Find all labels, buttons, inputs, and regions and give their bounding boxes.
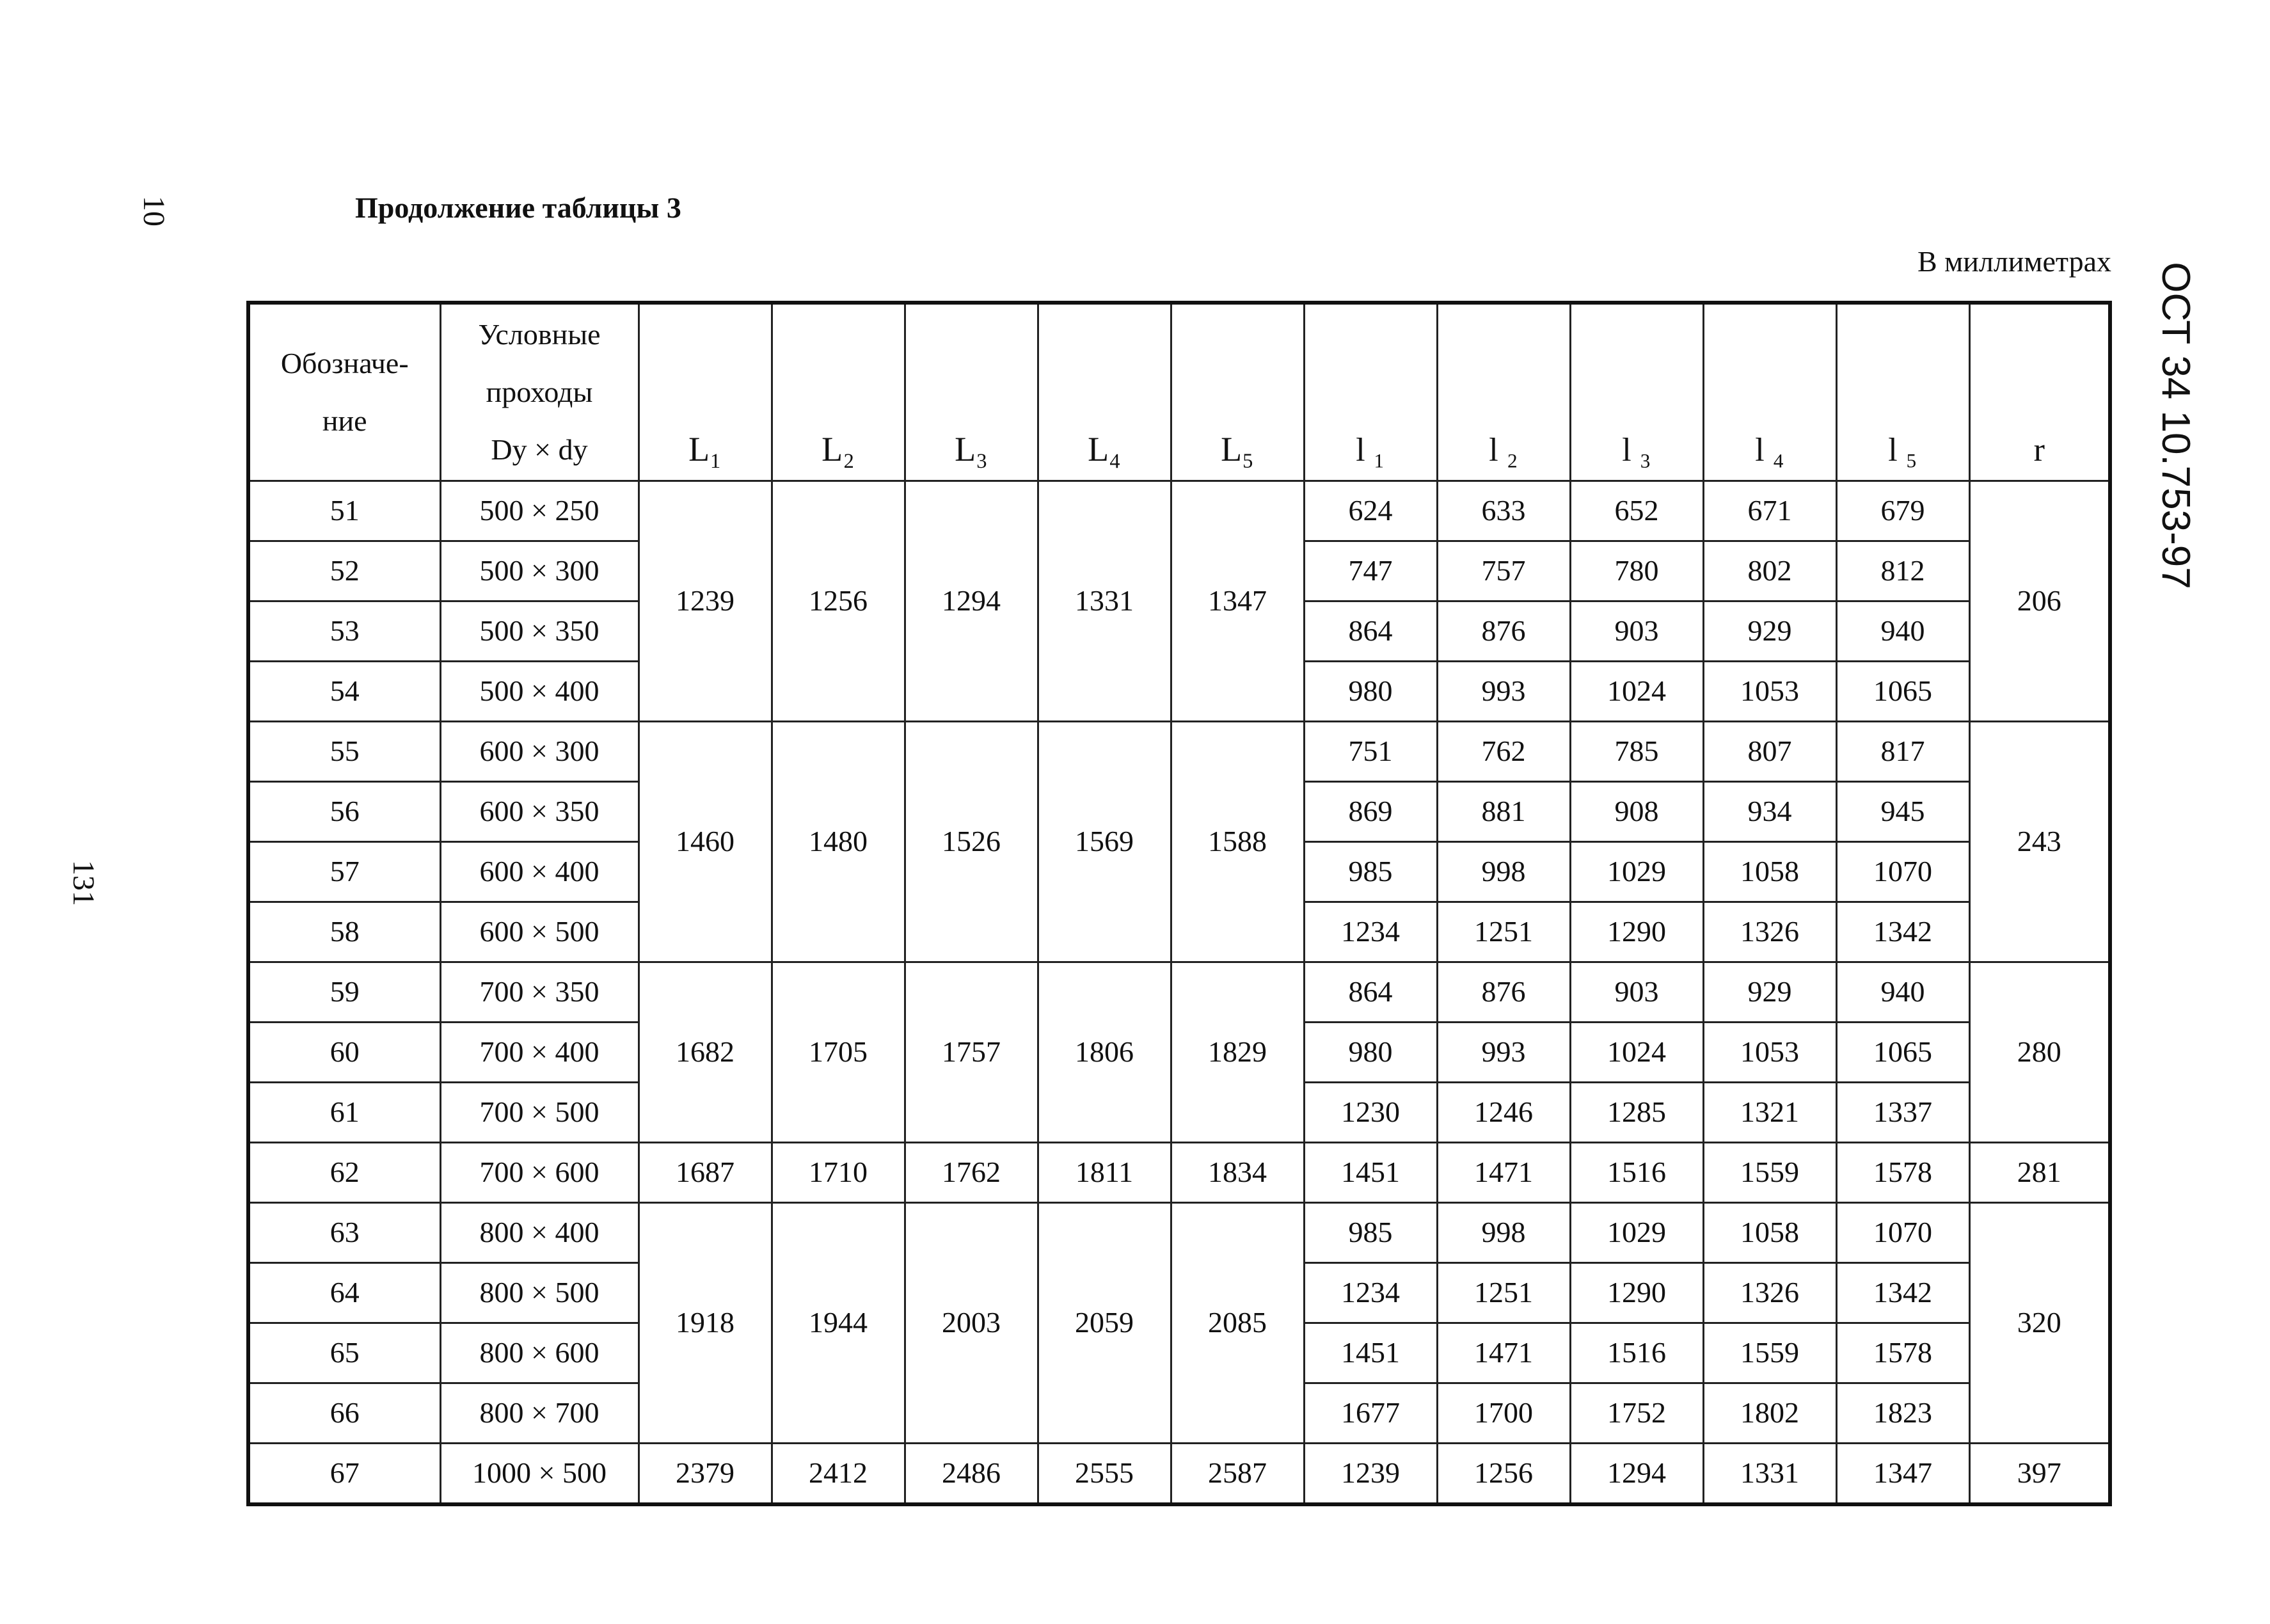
cell-l2: 876	[1437, 962, 1570, 1022]
cell-L2: 1480	[772, 721, 905, 962]
cell-l1: 751	[1304, 721, 1437, 781]
cell-l1: 1451	[1304, 1323, 1437, 1383]
cell-l3: 1290	[1570, 902, 1703, 962]
header-l5: l ₅	[1836, 303, 1969, 481]
dimensions-table	[246, 301, 2112, 1506]
cell-nominal-passes: 500 × 250	[440, 481, 639, 541]
cell-l1: 869	[1304, 781, 1437, 841]
cell-l5: 945	[1836, 781, 1969, 841]
cell-L3: 2486	[905, 1443, 1038, 1504]
cell-nominal-passes: 600 × 350	[440, 781, 639, 841]
header-r: r	[1969, 303, 2110, 481]
cell-designation: 54	[248, 661, 440, 721]
cell-L5: 2587	[1171, 1443, 1304, 1504]
header-L3: L₃	[905, 303, 1038, 481]
cell-l2: 1251	[1437, 1262, 1570, 1323]
cell-L5: 2085	[1171, 1202, 1304, 1443]
cell-l5: 1337	[1836, 1082, 1969, 1142]
cell-L1: 1687	[639, 1142, 772, 1202]
cell-r: 320	[1969, 1202, 2110, 1443]
cell-l3: 1024	[1570, 1022, 1703, 1082]
cell-L4: 2555	[1038, 1443, 1171, 1504]
table-caption: Продолжение таблицы 3	[355, 191, 681, 224]
header-nominal-passes	[440, 303, 639, 481]
cell-l3: 903	[1570, 962, 1703, 1022]
cell-l1: 1230	[1304, 1082, 1437, 1142]
cell-l5: 1578	[1836, 1142, 1969, 1202]
cell-L1: 2379	[639, 1443, 772, 1504]
cell-designation: 52	[248, 541, 440, 601]
cell-l4: 1058	[1703, 1202, 1836, 1262]
table-row	[248, 481, 2110, 541]
cell-l3: 780	[1570, 541, 1703, 601]
cell-l3: 1029	[1570, 1202, 1703, 1262]
cell-designation: 56	[248, 781, 440, 841]
cell-L2: 1944	[772, 1202, 905, 1443]
cell-r: 280	[1969, 962, 2110, 1142]
cell-L2: 1705	[772, 962, 905, 1142]
cell-l1: 980	[1304, 661, 1437, 721]
units-note: В миллиметрах	[1917, 245, 2111, 278]
cell-nominal-passes: 800 × 400	[440, 1202, 639, 1262]
cell-l4: 1053	[1703, 1022, 1836, 1082]
cell-l2: 876	[1437, 601, 1570, 661]
cell-L5: 1834	[1171, 1142, 1304, 1202]
cell-l3: 908	[1570, 781, 1703, 841]
cell-designation: 63	[248, 1202, 440, 1262]
cell-l4: 1321	[1703, 1082, 1836, 1142]
cell-l5: 1342	[1836, 902, 1969, 962]
header-L2: L₂	[772, 303, 905, 481]
cell-designation: 66	[248, 1383, 440, 1443]
cell-designation: 67	[248, 1443, 440, 1504]
cell-l1: 985	[1304, 841, 1437, 902]
cell-nominal-passes: 500 × 350	[440, 601, 639, 661]
cell-r: 206	[1969, 481, 2110, 721]
cell-l4: 802	[1703, 541, 1836, 601]
cell-nominal-passes: 800 × 600	[440, 1323, 639, 1383]
cell-l2: 998	[1437, 841, 1570, 902]
cell-l2: 993	[1437, 661, 1570, 721]
cell-L3: 1294	[905, 481, 1038, 721]
cell-L2: 2412	[772, 1443, 905, 1504]
cell-L3: 1757	[905, 962, 1038, 1142]
cell-nominal-passes: 800 × 500	[440, 1262, 639, 1323]
cell-nominal-passes: 700 × 500	[440, 1082, 639, 1142]
cell-L4: 1331	[1038, 481, 1171, 721]
header-passes-line: проходы	[486, 375, 593, 408]
cell-nominal-passes: 700 × 400	[440, 1022, 639, 1082]
cell-l1: 624	[1304, 481, 1437, 541]
cell-designation: 61	[248, 1082, 440, 1142]
table-row	[248, 1443, 2110, 1504]
cell-L5: 1588	[1171, 721, 1304, 962]
header-l4: l ₄	[1703, 303, 1836, 481]
cell-L5: 1829	[1171, 962, 1304, 1142]
cell-l3: 1516	[1570, 1142, 1703, 1202]
cell-r: 397	[1969, 1443, 2110, 1504]
cell-l1: 1677	[1304, 1383, 1437, 1443]
cell-l5: 1342	[1836, 1262, 1969, 1323]
cell-nominal-passes: 700 × 350	[440, 962, 639, 1022]
cell-l4: 1058	[1703, 841, 1836, 902]
cell-l1: 1451	[1304, 1142, 1437, 1202]
cell-l2: 1471	[1437, 1323, 1570, 1383]
cell-designation: 65	[248, 1323, 440, 1383]
cell-designation: 58	[248, 902, 440, 962]
cell-l5: 1065	[1836, 1022, 1969, 1082]
header-passes-line: Условные	[478, 317, 601, 351]
cell-l4: 807	[1703, 721, 1836, 781]
cell-l2: 633	[1437, 481, 1570, 541]
document-code: ОСТ 34 10.753-97	[2154, 262, 2198, 589]
cell-designation: 60	[248, 1022, 440, 1082]
cell-L1: 1918	[639, 1202, 772, 1443]
cell-designation: 62	[248, 1142, 440, 1202]
cell-l4: 1331	[1703, 1443, 1836, 1504]
table-body	[248, 481, 2110, 1504]
cell-l4: 1559	[1703, 1323, 1836, 1383]
cell-l2: 1251	[1437, 902, 1570, 962]
header-passes-line: Dy × dy	[491, 433, 588, 466]
cell-l1: 747	[1304, 541, 1437, 601]
cell-l4: 1559	[1703, 1142, 1836, 1202]
cell-l4: 1326	[1703, 1262, 1836, 1323]
header-L5: L₅	[1171, 303, 1304, 481]
cell-l4: 671	[1703, 481, 1836, 541]
cell-l1: 980	[1304, 1022, 1437, 1082]
header-designation-line: ние	[322, 404, 367, 437]
header-L1: L₁	[639, 303, 772, 481]
cell-L2: 1710	[772, 1142, 905, 1202]
cell-l3: 1024	[1570, 661, 1703, 721]
cell-L1: 1682	[639, 962, 772, 1142]
cell-l1: 864	[1304, 962, 1437, 1022]
cell-l3: 1752	[1570, 1383, 1703, 1443]
cell-l3: 1285	[1570, 1082, 1703, 1142]
cell-designation: 55	[248, 721, 440, 781]
cell-nominal-passes: 600 × 400	[440, 841, 639, 902]
cell-l3: 652	[1570, 481, 1703, 541]
cell-designation: 53	[248, 601, 440, 661]
table-row	[248, 962, 2110, 1022]
cell-l3: 1290	[1570, 1262, 1703, 1323]
cell-l2: 1700	[1437, 1383, 1570, 1443]
cell-L1: 1239	[639, 481, 772, 721]
cell-designation: 59	[248, 962, 440, 1022]
cell-l4: 1053	[1703, 661, 1836, 721]
cell-L2: 1256	[772, 481, 905, 721]
header-l2: l ₂	[1437, 303, 1570, 481]
cell-l2: 881	[1437, 781, 1570, 841]
cell-l1: 1234	[1304, 1262, 1437, 1323]
cell-L3: 1762	[905, 1142, 1038, 1202]
cell-nominal-passes: 800 × 700	[440, 1383, 639, 1443]
cell-designation: 57	[248, 841, 440, 902]
cell-r: 281	[1969, 1142, 2110, 1202]
header-designation	[248, 303, 440, 481]
cell-l2: 1256	[1437, 1443, 1570, 1504]
cell-L4: 1811	[1038, 1142, 1171, 1202]
cell-l2: 1246	[1437, 1082, 1570, 1142]
cell-l2: 762	[1437, 721, 1570, 781]
cell-nominal-passes: 500 × 300	[440, 541, 639, 601]
table-row	[248, 1142, 2110, 1202]
cell-L4: 1806	[1038, 962, 1171, 1142]
page-number: 10	[137, 196, 171, 227]
cell-l4: 1802	[1703, 1383, 1836, 1443]
cell-l2: 998	[1437, 1202, 1570, 1262]
cell-l1: 1234	[1304, 902, 1437, 962]
cell-l5: 1070	[1836, 841, 1969, 902]
cell-l5: 817	[1836, 721, 1969, 781]
cell-l3: 1294	[1570, 1443, 1703, 1504]
cell-L3: 2003	[905, 1202, 1038, 1443]
header-designation-line: Обозначе-	[280, 346, 409, 379]
cell-l1: 864	[1304, 601, 1437, 661]
cell-designation: 64	[248, 1262, 440, 1323]
cell-l4: 929	[1703, 962, 1836, 1022]
header-l1: l ₁	[1304, 303, 1437, 481]
cell-l5: 1823	[1836, 1383, 1969, 1443]
table-row	[248, 1202, 2110, 1262]
cell-l3: 785	[1570, 721, 1703, 781]
cell-l5: 1065	[1836, 661, 1969, 721]
cell-l4: 1326	[1703, 902, 1836, 962]
cell-designation: 51	[248, 481, 440, 541]
cell-l3: 1516	[1570, 1323, 1703, 1383]
cell-nominal-passes: 700 × 600	[440, 1142, 639, 1202]
header-L4: L₄	[1038, 303, 1171, 481]
cell-L1: 1460	[639, 721, 772, 962]
cell-L3: 1526	[905, 721, 1038, 962]
cell-l5: 679	[1836, 481, 1969, 541]
cell-l3: 1029	[1570, 841, 1703, 902]
cell-L4: 2059	[1038, 1202, 1171, 1443]
cell-l3: 903	[1570, 601, 1703, 661]
table-row	[248, 721, 2110, 781]
header-l3: l ₃	[1570, 303, 1703, 481]
cell-L5: 1347	[1171, 481, 1304, 721]
cell-l5: 812	[1836, 541, 1969, 601]
side-page-number: 131	[67, 860, 100, 906]
table-header-row	[248, 303, 2110, 481]
cell-l2: 993	[1437, 1022, 1570, 1082]
cell-l1: 1239	[1304, 1443, 1437, 1504]
cell-l5: 940	[1836, 601, 1969, 661]
cell-L4: 1569	[1038, 721, 1171, 962]
cell-l5: 940	[1836, 962, 1969, 1022]
cell-l1: 985	[1304, 1202, 1437, 1262]
cell-l5: 1070	[1836, 1202, 1969, 1262]
cell-nominal-passes: 600 × 300	[440, 721, 639, 781]
cell-l2: 757	[1437, 541, 1570, 601]
cell-l4: 934	[1703, 781, 1836, 841]
cell-l4: 929	[1703, 601, 1836, 661]
cell-l5: 1578	[1836, 1323, 1969, 1383]
cell-l5: 1347	[1836, 1443, 1969, 1504]
cell-r: 243	[1969, 721, 2110, 962]
cell-nominal-passes: 500 × 400	[440, 661, 639, 721]
cell-nominal-passes: 1000 × 500	[440, 1443, 639, 1504]
cell-nominal-passes: 600 × 500	[440, 902, 639, 962]
cell-l2: 1471	[1437, 1142, 1570, 1202]
